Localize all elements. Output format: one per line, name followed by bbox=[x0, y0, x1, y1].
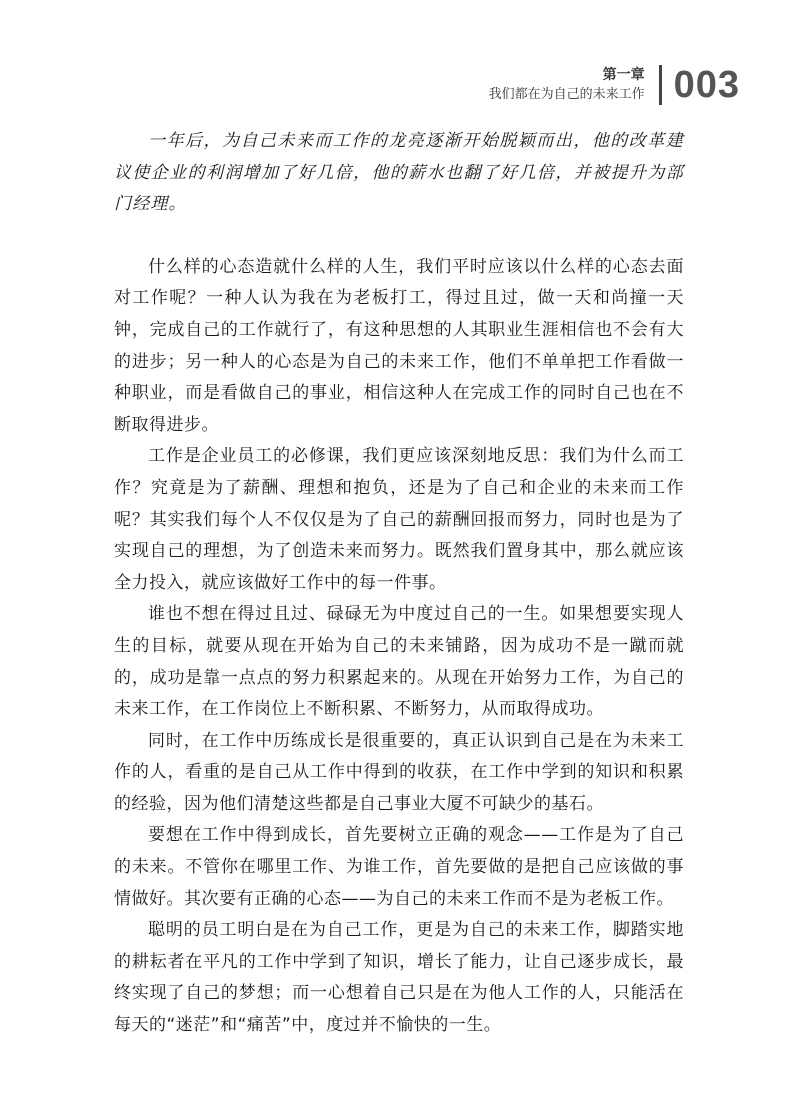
paragraph-2: 什么样的心态造就什么样的人生，我们平时应该以什么样的心态去面对工作呢？一种人认为我在为老板打工，得过且过，做一天和尚撞一天钟，完成自己的工作就行了，有这种思想的人其职业生涯相信也不会有大的进步；另一种人的心态是为自己的未来工作，他们不单单把工作看做一种职业，而是看做自己的事业，相信这种人在完成工作的同时自己也在不断取得进步。 bbox=[114, 256, 684, 435]
chapter-subtitle: 我们都在为自己的未来工作 bbox=[488, 87, 645, 102]
header-text bbox=[489, 66, 645, 104]
chapter-label: 第一章 bbox=[602, 67, 645, 83]
paragraph-5: 同时，在工作中历练成长是很重要的，真正认识到自己是在为未来工作的人，看重的是自己从工作中得到的收获，在工作中学到的知识和积累的经验，因为他们清楚这些都是自己事业大厦不可缺少的基石。 bbox=[114, 730, 684, 814]
page-number: 003 bbox=[673, 64, 740, 106]
running-header bbox=[489, 62, 740, 108]
paragraph-4: 谁也不想在得过且过、碌碌无为中度过自己的一生。如果想要实现人生的目标，就要从现在开始为自己的未来铺路，因为成功不是一蹴而就的，成功是靠一点点的努力积累起来的。从现在开始努力工作，为自己的未来工作，在工作岗位上不断积累、不断努力，从而取得成功。 bbox=[114, 604, 684, 720]
page-body bbox=[114, 126, 684, 1042]
section-gap bbox=[114, 221, 684, 252]
paragraph-7: 聪明的员工明白是在为自己工作，更是为自己的未来工作，脚踏实地的耕耘者在平凡的工作中学到了知识，增长了能力，让自己逐步成长，最终实现了自己的梦想；而一心想着自己只是在为他人工作的人，只能活在每天的“迷茫”和“痛苦”中，度过并不愉快的一生。 bbox=[114, 920, 684, 1036]
paragraph-3: 工作是企业员工的必修课，我们更应该深刻地反思：我们为什么而工作？究竟是为了薪酬、理想和抱负，还是为了自己和企业的未来而工作呢？其实我们每个人不仅仅是为了自己的薪酬回报而努力，同时也是为了实现自己的理想，为了创造未来而努力。既然我们置身其中，那么就应该全力投入，就应该做好工作中的每一件事。 bbox=[114, 446, 684, 593]
paragraph-1: 一年后，为自己未来而工作的龙亮逐渐开始脱颖而出，他的改革建议使企业的利润增加了好几倍，他的薪水也翻了好几倍，并被提升为部门经理。 bbox=[114, 131, 684, 215]
paragraph-6: 要想在工作中得到成长，首先要树立正确的观念——工作是为了自己的未来。不管你在哪里工作、为谁工作，首先要做的是把自己应该做的事情做好。其次要有正确的心态——为自己的未来工作而不是为老板工作。 bbox=[114, 825, 684, 909]
header-divider bbox=[659, 65, 662, 105]
